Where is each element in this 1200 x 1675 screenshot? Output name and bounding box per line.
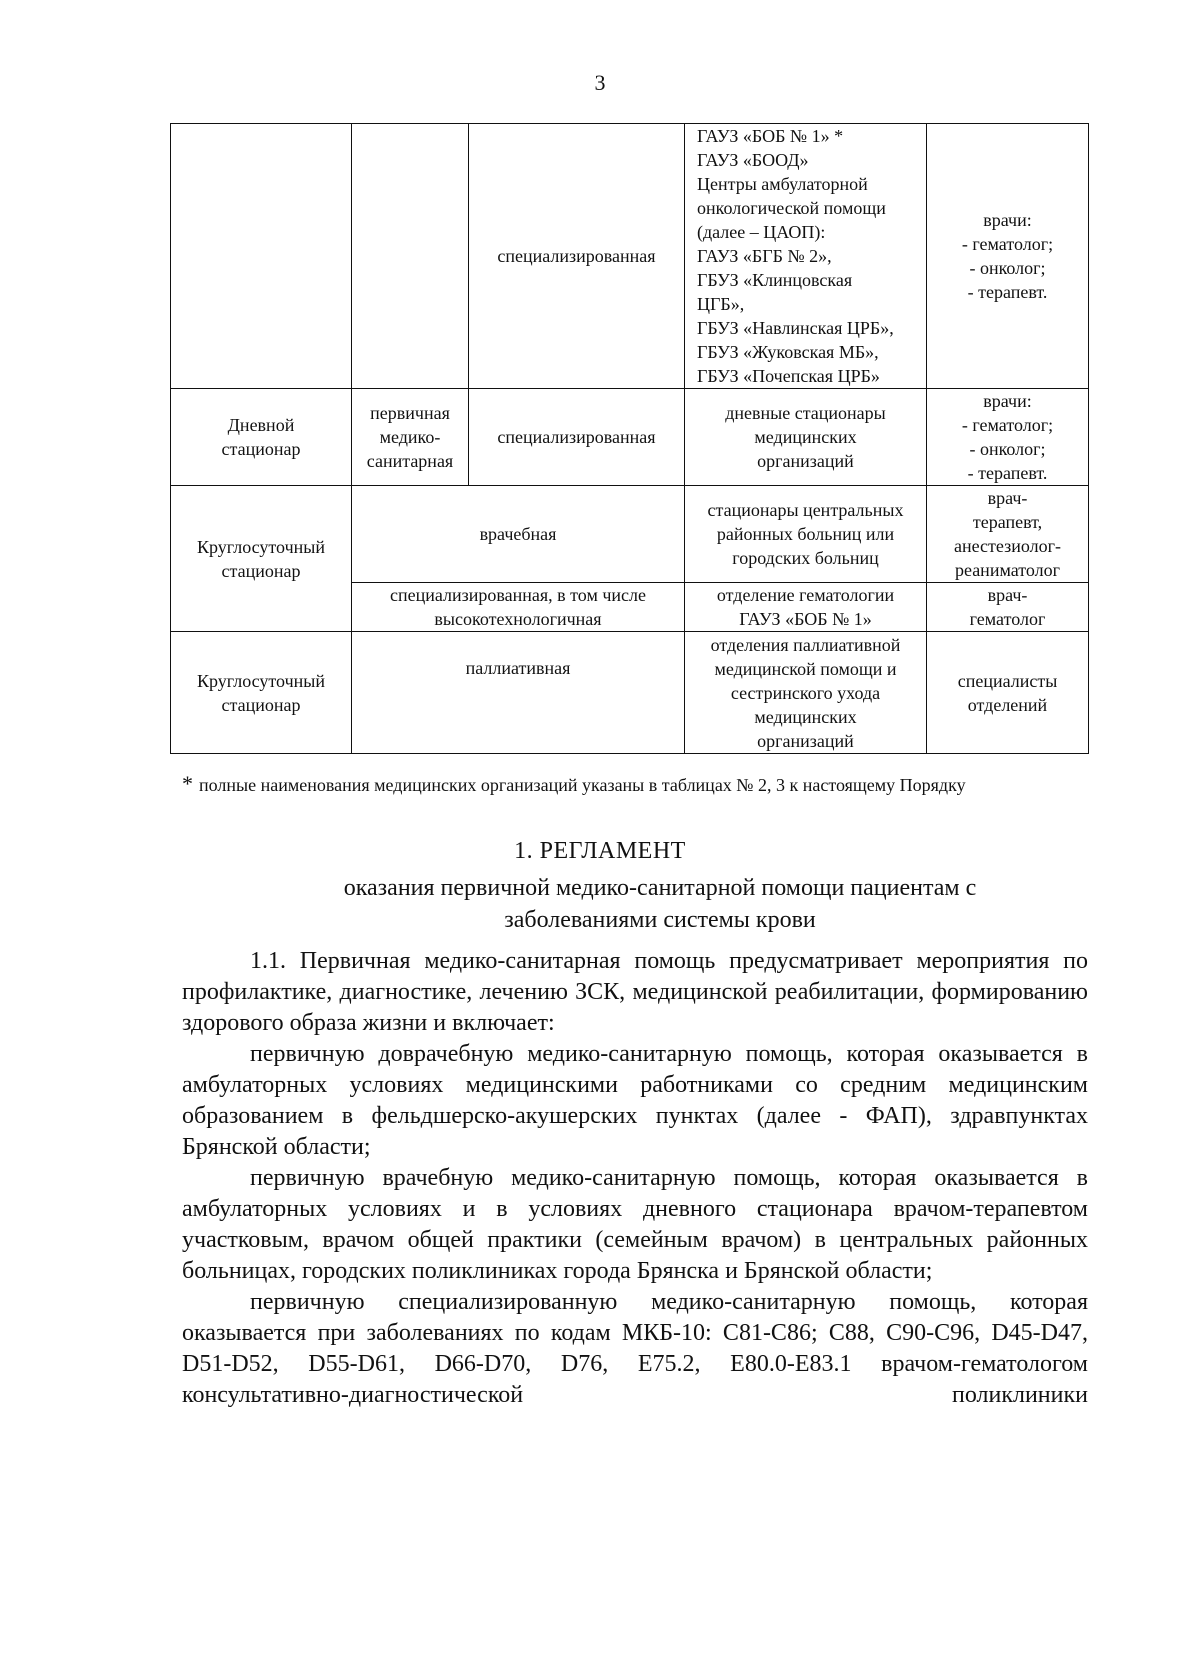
type-cell: врачебная	[352, 486, 685, 583]
condition-cell	[171, 124, 352, 389]
organizations-cell	[685, 583, 927, 632]
cell-line: - онколог;	[969, 258, 1046, 278]
cell-line: (далее – ЦАОП):	[697, 222, 826, 242]
cell-line: отделение гематологии	[716, 585, 895, 605]
type-cell: специализированная	[469, 389, 685, 486]
cell-line: ГАУЗ «БОБ № 1» *	[697, 126, 844, 146]
cell-line: реаниматолог	[954, 560, 1060, 580]
staff-cell	[927, 632, 1089, 754]
footnote-star: *	[182, 771, 193, 796]
cell-line: - терапевт.	[967, 282, 1048, 302]
cell-line: ГАУЗ «БООД»	[697, 150, 809, 170]
cell-line: организаций	[757, 451, 854, 471]
cell-line: Круглосуточный	[197, 670, 325, 691]
paragraph: 1.1. Первичная медико-санитарная помощь предусматривает мероприятия по профилактике, диагностике, лечению ЗСК, медицинской реабилитации, формированию здорового образа жизни и включает:	[182, 948, 1088, 1036]
type-cell	[352, 583, 685, 632]
cell-line: - терапевт.	[967, 463, 1048, 483]
cell-line: районных больниц или	[716, 524, 895, 544]
cell-line: онкологической помощи	[697, 198, 886, 218]
cell-line: врачи:	[983, 391, 1032, 411]
cell-line: организаций	[757, 730, 854, 751]
cell-line: медицинских	[754, 427, 857, 447]
care-organization-table	[170, 123, 1089, 754]
regulation-body	[182, 946, 1088, 1411]
staff-cell	[927, 583, 1089, 632]
staff-cell	[927, 389, 1089, 486]
organizations-cell	[685, 486, 927, 583]
form-cell	[352, 124, 469, 389]
cell-line: Центры амбулаторной	[697, 174, 868, 194]
table-row	[171, 486, 1089, 583]
cell-line: анестезиолог-	[954, 536, 1061, 556]
cell-line: врач-	[987, 585, 1028, 605]
organizations-cell	[685, 632, 927, 754]
condition-cell	[171, 486, 352, 632]
page-number: 3	[594, 70, 606, 95]
cell-line: специализированная, в том числе	[390, 585, 646, 605]
footnote-text: полные наименования медицинских организаций указаны в таблицах № 2, 3 к настоящему Порядку	[199, 775, 966, 795]
cell-line: терапевт,	[972, 512, 1043, 532]
cell-line: - гематолог;	[961, 415, 1054, 435]
cell-line: отделения паллиативной	[710, 634, 901, 655]
cell-line: стационары центральных	[707, 500, 904, 520]
cell-line: специалисты	[957, 670, 1058, 691]
cell-line: ГАУЗ «БГБ № 2»,	[697, 246, 832, 266]
organizations-cell	[685, 124, 927, 389]
cell-line: санитарная	[366, 451, 454, 471]
cell-line: ГБУЗ «Клинцовская	[697, 270, 853, 290]
cell-line: сестринского ухода	[730, 682, 881, 703]
staff-cell	[927, 124, 1089, 389]
cell-line: гематолог	[969, 609, 1046, 629]
cell-line: дневные стационары	[725, 403, 886, 423]
cell-line: ГБУЗ «Навлинская ЦРБ»,	[697, 318, 894, 338]
footnote	[182, 772, 1088, 797]
cell-line: медицинских	[754, 706, 857, 727]
cell-line: - онколог;	[969, 439, 1046, 459]
form-cell	[352, 389, 469, 486]
table-row	[171, 632, 1089, 754]
staff-cell	[927, 486, 1089, 583]
cell-line: врачи:	[983, 210, 1032, 230]
cell-line: отделений	[967, 694, 1048, 715]
cell-line: высокотехнологичная	[434, 609, 602, 629]
condition-cell	[171, 632, 352, 754]
cell-line: - гематолог;	[961, 234, 1054, 254]
paragraph: первичную врачебную медико-санитарную помощь, которая оказывается в амбулаторных условиях и в условиях дневного стационара врачом-терапевтом участковым, врачом общей практики (семейным врачом) в центральных районных больницах, городских поликлиниках города Брянска и Брянской области;	[182, 1165, 1088, 1284]
cell-line: стационар	[221, 694, 301, 715]
paragraph: первичную специализированную медико-санитарную помощь, которая оказывается при заболеваниях по кодам МКБ-10: С81-С86; С88, С90-С96, D45-D47, D51-D52, D55-D61, D66-D70, D76, E75.2, E80.0-E83.1 врачом-гематологом консультативно-диагностической поликлиники	[182, 1289, 1088, 1408]
cell-line: ГБУЗ «Жуковская МБ»,	[697, 342, 879, 362]
cell-line: Дневной	[227, 415, 295, 435]
table-row	[171, 389, 1089, 486]
cell-line: врач-	[987, 488, 1028, 508]
condition-cell	[171, 389, 352, 486]
cell-line: ГАУЗ «БОБ № 1»	[739, 609, 872, 629]
type-cell: паллиативная	[352, 632, 685, 754]
organizations-cell	[685, 389, 927, 486]
cell-line: стационар	[221, 439, 301, 459]
paragraph: первичную доврачебную медико-санитарную помощь, которая оказывается в амбулаторных условиях медицинскими работниками со средним медицинским образованием в фельдшерско-акушерских пунктах (далее - ФАП), здравпунктах Брянской области;	[182, 1041, 1088, 1160]
cell-line: первичная	[370, 403, 450, 423]
table-row	[171, 124, 1089, 389]
cell-line: стационар	[221, 560, 301, 581]
cell-line: медико-	[379, 427, 441, 447]
cell-line: ГБУЗ «Почепская ЦРБ»	[697, 366, 880, 386]
section-title: 1. РЕГЛАМЕНТ	[514, 838, 686, 864]
cell-line: ЦГБ»,	[697, 294, 745, 314]
section-subtitle: оказания первичной медико-санитарной помощи пациентам с заболеваниями системы крови	[343, 875, 977, 933]
type-cell: специализированная	[469, 124, 685, 389]
cell-line: городских больниц	[732, 548, 879, 568]
cell-line: Круглосуточный	[197, 536, 325, 557]
cell-line: медицинской помощи и	[714, 658, 897, 679]
